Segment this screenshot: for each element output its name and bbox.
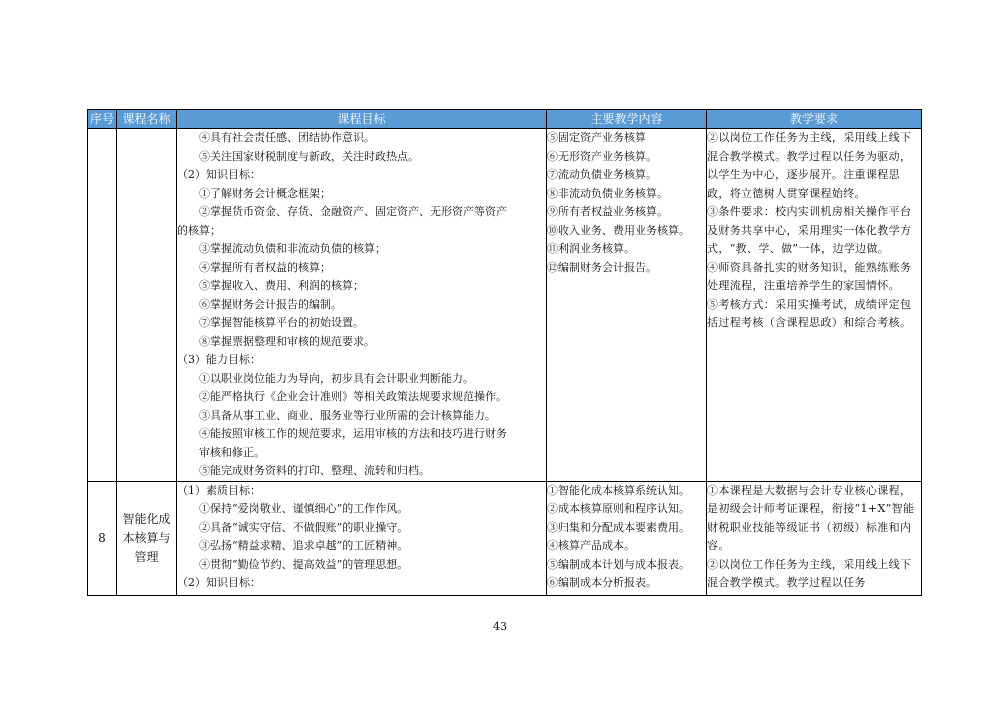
requirement-item: ②以岗位工作任务为主线，采用线上线下混合教学模式。教学过程以任务 bbox=[707, 557, 912, 589]
list-item: ⑨所有者权益业务核算。 bbox=[547, 205, 668, 218]
no-cell bbox=[88, 129, 117, 482]
list-item: ⑪利润业务核算。 bbox=[547, 242, 635, 255]
content-list bbox=[547, 129, 706, 277]
goals-list bbox=[177, 129, 546, 481]
list-item: ①了解财务会计概念框架； bbox=[199, 186, 331, 200]
list-item: （2）知识目标： bbox=[177, 576, 261, 589]
requirements-list bbox=[707, 129, 921, 333]
header-no: 序号 bbox=[88, 110, 117, 129]
list-item: ⑧非流动负债业务核算。 bbox=[547, 186, 668, 200]
list-item: ⑤编制成本计划与成本报表。 bbox=[547, 557, 690, 571]
table-header-row bbox=[88, 110, 922, 129]
table-row bbox=[88, 129, 922, 482]
list-item: ③归集和分配成本要素费用。 bbox=[547, 520, 690, 534]
list-item: ③掌握流动负债和非流动负债的核算； bbox=[199, 242, 386, 255]
list-item: ③具备从事工业、商业、服务业等行业所需的会计核算能力。 bbox=[199, 408, 496, 422]
list-item: ⑥编制成本分析报表。 bbox=[547, 576, 657, 589]
goals-cell bbox=[177, 481, 547, 595]
requirements-cell bbox=[707, 481, 922, 595]
header-course-name: 课程名称 bbox=[117, 110, 177, 129]
goals-cell bbox=[177, 129, 547, 482]
list-item: ⑤固定资产业务核算 bbox=[547, 131, 646, 144]
content-cell bbox=[547, 129, 707, 482]
list-item: （2）知识目标： bbox=[177, 168, 261, 181]
table-row bbox=[88, 481, 922, 595]
list-item: ①以职业岗位能力为导向，初步具有会计职业判断能力。 bbox=[199, 371, 474, 385]
list-item: ④能按照审核工作的规范要求，运用审核的方法和技巧进行财务 bbox=[199, 427, 507, 440]
list-item: ③弘扬“精益求精、追求卓越”的工匠精神。 bbox=[199, 539, 409, 552]
list-item: ①保持“爱岗敬业、谨慎细心”的工作作风。 bbox=[199, 502, 409, 515]
header-main-content: 主要教学内容 bbox=[547, 110, 707, 129]
requirements-list bbox=[707, 482, 921, 593]
list-item: ⑤掌握收入、费用、利润的核算； bbox=[199, 279, 364, 292]
requirement-item: ①本课程是大数据与会计专业核心课程，是初级会计师考证课程，衔接“1+X”智能财税职业技能等级证书（初级）标准和内容。 bbox=[707, 483, 915, 552]
list-item: ②掌握货币资金、存货、金融资产、固定资产、无形资产等资产 bbox=[199, 205, 507, 218]
list-item: ⑫编制财务会计报告。 bbox=[547, 260, 657, 274]
list-item: ⑦流动负债业务核算。 bbox=[547, 168, 657, 181]
list-item: ⑦掌握智能核算平台的初始设置。 bbox=[199, 316, 364, 329]
no-cell: 8 bbox=[88, 481, 117, 595]
course-name-cell bbox=[117, 129, 177, 482]
list-item: ④贯彻“勤俭节约、提高效益”的管理思想。 bbox=[199, 557, 409, 571]
list-item: （1）素质目标： bbox=[177, 483, 261, 497]
list-item: ①智能化成本核算系统认知。 bbox=[547, 483, 690, 497]
list-item: ④核算产品成本。 bbox=[547, 539, 635, 552]
list-item: ⑤关注国家财税制度与新政，关注时政热点。 bbox=[199, 149, 419, 163]
list-item: ②能严格执行《企业会计准则》等相关政策法规要求规范操作。 bbox=[199, 390, 507, 403]
list-item: （3）能力目标： bbox=[177, 353, 261, 366]
goals-list bbox=[177, 482, 546, 593]
list-item: ②具备“诚实守信、不做假账”的职业操守。 bbox=[199, 520, 409, 534]
list-item: ⑧掌握票据整理和审核的规范要求。 bbox=[199, 334, 375, 348]
list-item: ④具有社会责任感、团结协作意识。 bbox=[199, 131, 375, 144]
requirement-item: ③条件要求：校内实训机房相关操作平台及财务共享中心，采用理实一体化教学方式，“教、学、做”一体，边学边做。 bbox=[707, 205, 912, 255]
course-name-cell: 智能化成本核算与管理 bbox=[117, 481, 177, 595]
list-item: ②成本核算原则和程序认知。 bbox=[547, 502, 690, 515]
list-item: 的核算； bbox=[177, 223, 221, 237]
requirement-item: ⑤考核方式：采用实操考试，成绩评定包括过程考核（含课程思政）和综合考核。 bbox=[707, 297, 912, 329]
requirements-cell bbox=[707, 129, 922, 482]
list-item: ⑩收入业务、费用业务核算。 bbox=[547, 223, 690, 237]
list-item: ⑥掌握财务会计报告的编制。 bbox=[199, 297, 342, 311]
page-number: 43 bbox=[493, 620, 507, 633]
requirement-item: ④师资具备扎实的财务知识，能熟练账务处理流程，注重培养学生的家国情怀。 bbox=[707, 260, 912, 292]
list-item: 审核和修正。 bbox=[199, 445, 265, 459]
list-item: ⑥无形资产业务核算。 bbox=[547, 149, 657, 163]
content-list bbox=[547, 482, 706, 593]
list-item: ⑤能完成财务资料的打印、整理、流转和归档。 bbox=[199, 464, 430, 477]
header-course-goals: 课程目标 bbox=[177, 110, 547, 129]
requirement-item: ②以岗位工作任务为主线，采用线上线下混合教学模式。教学过程以任务为驱动，以学生为中心，逐步展开。注重课程思政，将立德树人贯穿课程始终。 bbox=[707, 131, 912, 200]
curriculum-table bbox=[87, 109, 922, 596]
header-teaching-requirements: 教学要求 bbox=[707, 110, 922, 129]
list-item: ④掌握所有者权益的核算； bbox=[199, 260, 331, 274]
content-cell bbox=[547, 481, 707, 595]
